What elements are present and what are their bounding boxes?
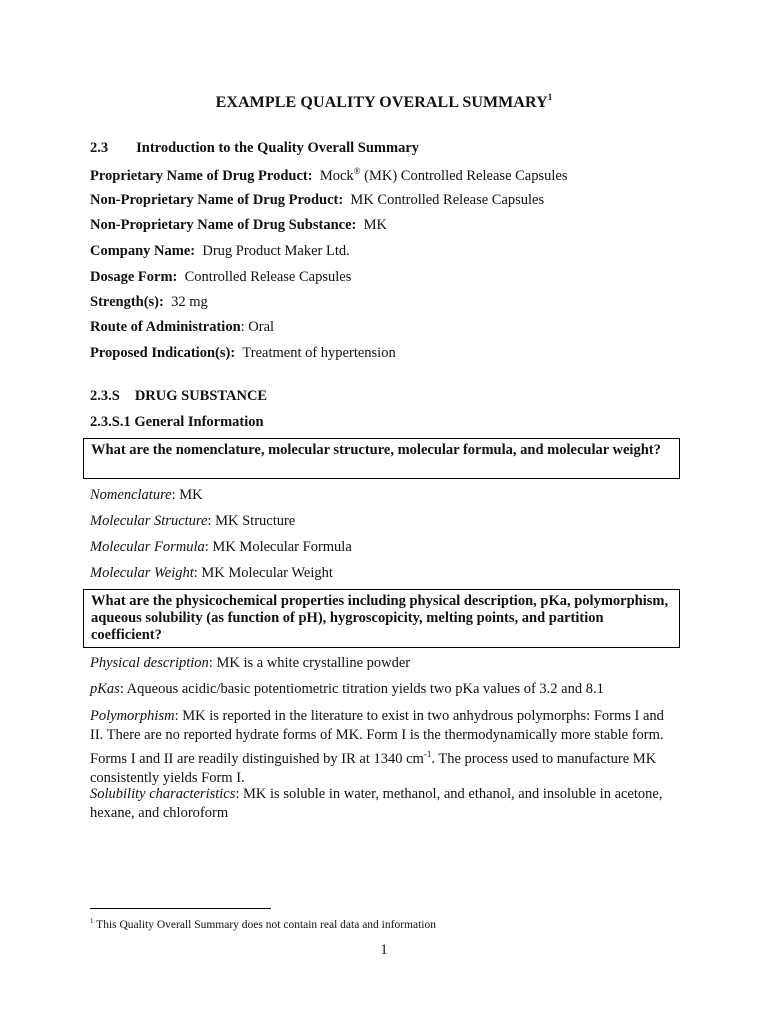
pkas-line — [90, 681, 604, 698]
field-label: Strength(s): — [90, 294, 164, 310]
polymorphism-paragraph — [90, 707, 675, 788]
field-label: Route of Administration — [90, 319, 241, 335]
section-2-3-heading — [90, 140, 419, 157]
superscript: -1 — [423, 749, 432, 759]
section-heading: Introduction to the Quality Overall Summary — [136, 140, 420, 156]
footnote — [90, 917, 436, 931]
field-label: Non-Proprietary Name of Drug Substance: — [90, 217, 357, 233]
field-indication — [90, 345, 396, 362]
page-number: 1 — [380, 942, 388, 958]
field-strength — [90, 294, 208, 311]
field-value-cont: (MK) Controlled Release Capsules — [360, 168, 568, 184]
info-label: Nomenclature — [90, 487, 172, 503]
footnote-ref: 1 — [90, 917, 94, 925]
field-dosage-form — [90, 269, 351, 286]
molecular-formula-line — [90, 539, 352, 556]
info-label: Solubility characteristics — [90, 786, 236, 802]
field-nonproprietary-product — [90, 192, 544, 209]
question-box-nomenclature: What are the nomenclature, molecular structure, molecular formula, and molecular weight? — [83, 438, 680, 479]
title-footnote-ref[interactable]: 1 — [547, 92, 553, 102]
field-value: Controlled Release Capsules — [184, 269, 352, 285]
registered-mark: ® — [353, 166, 361, 176]
field-proprietary-name — [90, 166, 568, 185]
field-value: Treatment of hypertension — [242, 345, 396, 361]
physical-description-line — [90, 655, 410, 672]
field-label: Non-Proprietary Name of Drug Product: — [90, 192, 344, 208]
section-heading: DRUG SUBSTANCE — [134, 388, 268, 404]
field-value: MK — [363, 217, 387, 233]
info-value: : MK — [171, 487, 203, 503]
info-value: : MK Structure — [207, 513, 296, 529]
field-route — [90, 319, 274, 336]
info-value: : MK is a white crystalline powder — [208, 655, 411, 671]
solubility-paragraph — [90, 785, 675, 823]
info-value: : MK Molecular Weight — [193, 565, 333, 581]
document-title — [0, 92, 768, 112]
info-label: Polymorphism — [90, 708, 175, 724]
field-label: Proposed Indication(s): — [90, 345, 236, 361]
section-2-3-s-heading — [90, 388, 267, 405]
field-label: Company Name: — [90, 243, 196, 259]
document-title-text: EXAMPLE QUALITY OVERALL SUMMARY — [215, 94, 548, 111]
info-value: : MK Molecular Formula — [204, 539, 352, 555]
field-label: Dosage Form: — [90, 269, 178, 285]
field-value: Mock — [319, 168, 354, 184]
info-value-cont: . The process used to manufacture MK consistently yields Form I. — [90, 751, 657, 786]
info-label: Molecular Formula — [90, 539, 205, 555]
field-value: Drug Product Maker Ltd. — [202, 243, 350, 259]
field-company-name — [90, 243, 350, 260]
molecular-weight-line — [90, 565, 333, 582]
info-value: : MK is soluble in water, methanol, and ethanol, and insoluble in acetone, hexane, and chloroform — [90, 786, 663, 821]
info-label: Physical description — [90, 655, 209, 671]
info-label: Molecular Structure — [90, 513, 208, 529]
info-value: : MK is reported in the literature to exist in two anhydrous polymorphs: Forms I and II. There are no reported hydrate forms of MK. Form I is the thermodynamically more stable form. Forms I and II are readily distinguished by IR at 1340 cm — [90, 708, 664, 767]
field-label: Proprietary Name of Drug Product: — [90, 168, 313, 184]
field-value: : Oral — [240, 319, 275, 335]
section-number: 2.3 — [90, 140, 109, 156]
section-2-3-s-1-heading: 2.3.S.1 General Information — [90, 414, 264, 430]
field-value: MK Controlled Release Capsules — [350, 192, 545, 208]
info-label: Molecular Weight — [90, 565, 194, 581]
field-value: 32 mg — [171, 294, 208, 310]
molecular-structure-line — [90, 513, 295, 530]
footnote-text: This Quality Overall Summary does not contain real data and information — [93, 919, 436, 931]
field-nonproprietary-substance — [90, 217, 387, 234]
question-box-physicochemical: What are the physicochemical properties including physical description, pKa, polymorphism, aqueous solubility (as function of pH), hygroscopicity, melting points, and partition coefficient? — [83, 589, 680, 648]
section-number: 2.3.S — [90, 388, 120, 404]
info-label: pKas — [90, 681, 120, 697]
info-value: : Aqueous acidic/basic potentiometric titration yields two pKa values of 3.2 and 8.1 — [119, 681, 604, 697]
footnote-divider — [90, 908, 271, 909]
nomenclature-line — [90, 487, 203, 504]
